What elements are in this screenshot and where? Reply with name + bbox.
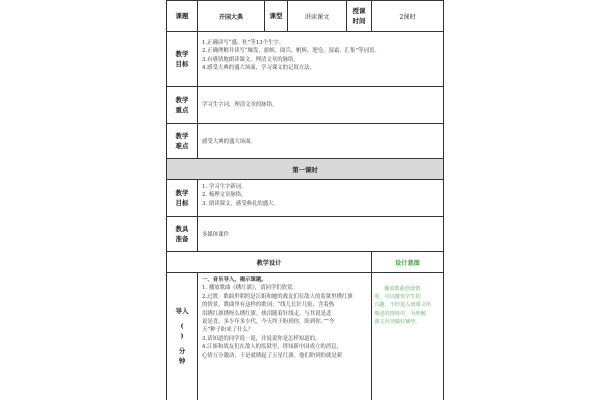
design-line: 天”种子盼来了什么？ bbox=[202, 327, 254, 334]
difficulties-label: 教学 难点 bbox=[166, 123, 198, 159]
design-line: 2.过渡：歌曲里唱的是江姐和她的战友们在敌人的监狱里绣红旗 bbox=[202, 293, 353, 300]
lesson-plan-table bbox=[166, 0, 444, 400]
topic-label: 课题 bbox=[166, 0, 198, 32]
design-note-line: 境，可以激发学生的 bbox=[374, 294, 421, 301]
design-line: 3.请知道的同学说一说，并说说你是怎样知道的。 bbox=[202, 335, 321, 342]
design-heading: 一、音乐导入，揭示课题。 bbox=[202, 277, 267, 283]
design-content bbox=[197, 272, 372, 400]
objective-line: 2.正确理解并读写“爆发、旗帜、阅兵、帆辉、肥皂、湿霜、汇集”等词语。 bbox=[202, 48, 380, 55]
design-line: 泪绣红旗绣呀么绣红旗。热泪随着针线走，与其说是悲 bbox=[202, 310, 332, 317]
design-note-line: 兴趣，不但进入到课文所 bbox=[374, 302, 432, 309]
lesson-objectives-label: 教学 目标 bbox=[166, 179, 198, 217]
lesson-objective-line: 2. 梳理文章脉络。 bbox=[202, 192, 247, 199]
lesson-objectives-content bbox=[197, 179, 444, 217]
design-notes bbox=[371, 272, 444, 400]
design-note-line: 播放歌曲创设情 bbox=[384, 286, 421, 292]
design-notes-title: 设计意图 bbox=[371, 251, 444, 273]
objective-line: 3.有感情地朗读课文，理清文章的脉络。 bbox=[202, 56, 299, 63]
lesson-one-title: 第一课时 bbox=[166, 158, 444, 180]
objective-line: 1.正确读写“盛、杜”等13个生字。 bbox=[202, 40, 285, 46]
key-points-content: 学习生字词，理清文章的脉络。 bbox=[197, 86, 444, 124]
objectives-label: 教学 目标 bbox=[166, 31, 198, 87]
design-note-line: 描述的情境中，为理解 bbox=[374, 310, 426, 317]
objective-line: 4.感受大典的盛大场面，学习课文的记叙方法。 bbox=[202, 65, 315, 72]
design-line: 说是喜。多少年多少代，今天终于盼到你，盼到你。”“今 bbox=[202, 319, 335, 326]
time-value: 2课时 bbox=[371, 0, 444, 32]
time-label: 授课 时间 bbox=[346, 0, 372, 32]
type-value: 讲读课文 bbox=[287, 0, 347, 32]
design-line: 心情万分激动，于是就绣起了五星红旗。他们盼到的就是新 bbox=[202, 352, 343, 359]
design-line: 的情景。歌曲里有这样的歌词：“线儿长针儿密，含着热 bbox=[202, 302, 335, 309]
design-line: 1. 播放歌曲《绣红旗》，请同学们欣赏。 bbox=[202, 285, 298, 292]
topic-value: 开国大典 bbox=[197, 0, 265, 32]
objectives-content bbox=[197, 31, 444, 87]
phase-label: 导入 ( ) 分 钟 bbox=[166, 272, 198, 400]
lesson-objective-line: 3. 朗读课文，感受典礼的盛大。 bbox=[202, 200, 279, 207]
design-line: 4.江姐和战友们在敌人的监狱里，得知新中国成立的消息， bbox=[202, 344, 342, 351]
prep-content: 多媒体课件 bbox=[197, 216, 444, 252]
design-title: 教学设计 bbox=[166, 251, 372, 273]
type-label: 课型 bbox=[264, 0, 288, 32]
prep-label: 教具 准备 bbox=[166, 216, 198, 252]
design-note-line: 课文内容做好铺垫。 bbox=[374, 318, 421, 325]
lesson-objective-line: 1. 学习生字新词。 bbox=[202, 184, 247, 190]
key-points-label: 教学 重点 bbox=[166, 86, 198, 124]
difficulties-content: 感受大典的盛大场面。 bbox=[197, 123, 444, 159]
